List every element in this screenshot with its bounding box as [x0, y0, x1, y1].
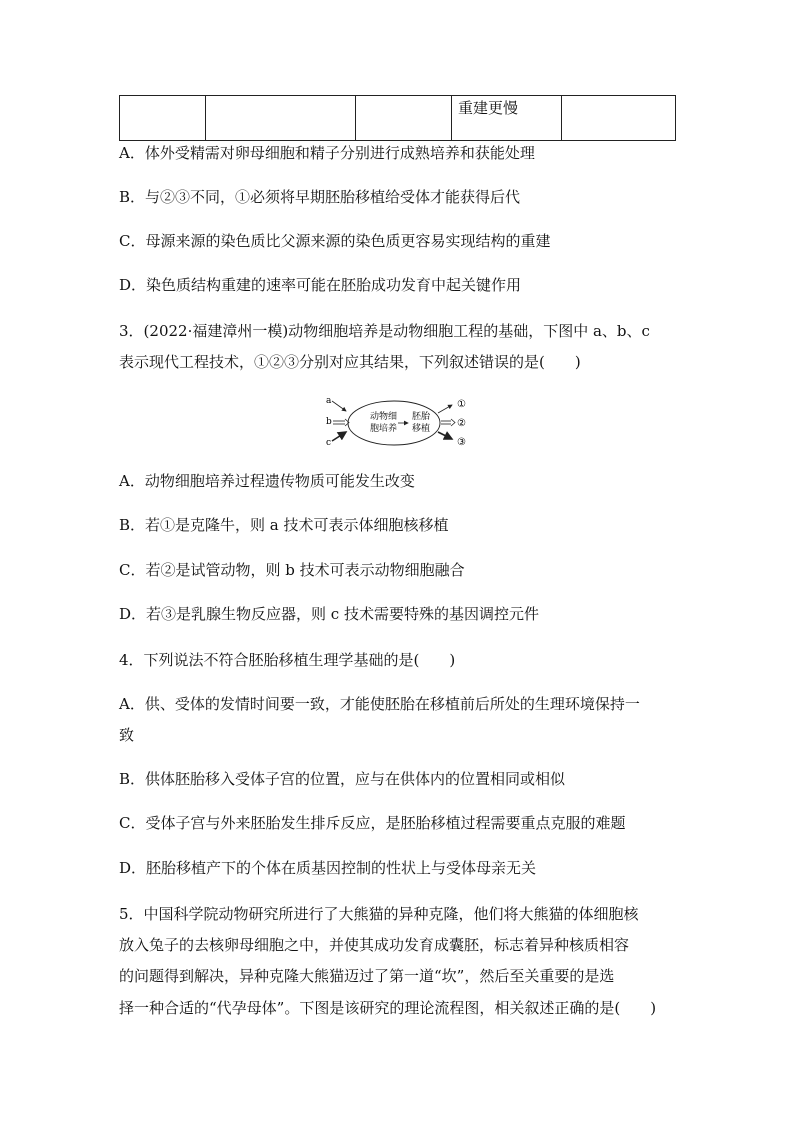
- continuation-table: [119, 95, 676, 141]
- table-cell: [206, 96, 356, 141]
- input-a-label: a: [326, 396, 332, 406]
- box1-line1: 动物细: [370, 412, 398, 422]
- table-row: [120, 96, 676, 141]
- q4-stem: 4．下列说法不符合胚胎移植生理学基础的是( ): [119, 651, 456, 669]
- q5-stem-line4: 择一种合适的“代孕母体”。下图是该研究的理论流程图，相关叙述正确的是( ): [119, 999, 657, 1017]
- q5-stem-line3: 的问题得到解决，异种克隆大熊猫迈过了第一道“坎”，然后至关重要的是选: [119, 967, 615, 985]
- box1-line2: 胞培养: [370, 424, 398, 434]
- q3-option-b: B．若①是克隆牛，则 a 技术可表示体细胞核移植: [119, 516, 449, 534]
- arrow-out1: [438, 405, 452, 413]
- flow-diagram-svg: [320, 393, 480, 453]
- q2-option-c: C．母源来源的染色质比父源来源的染色质更容易实现结构的重建: [119, 232, 551, 250]
- output-1: ①: [457, 399, 466, 410]
- process-ellipse: [348, 401, 440, 445]
- q4-option-a-line1: A．供、受体的发情时间要一致，才能使胚胎在移植前后所处的生理环境保持一: [119, 695, 640, 713]
- q4-option-d: D．胚胎移植产下的个体在质基因控制的性状上与受体母亲无关: [119, 859, 537, 877]
- arrow-out3: [438, 432, 452, 439]
- box2-line1: 胚胎: [412, 412, 431, 422]
- q4-option-b: B．供体胚胎移入受体子宫的位置，应与在供体内的位置相同或相似: [119, 770, 566, 788]
- q4-option-a-line2: 致: [119, 726, 135, 744]
- arrow-a: [332, 401, 346, 411]
- q4-option-c: C．受体子宫与外来胚胎发生排斥反应，是胚胎移植过程需要重点克服的难题: [119, 814, 626, 832]
- arrow-out2-head: [451, 419, 455, 426]
- output-2: ②: [457, 418, 466, 429]
- output-3: ③: [457, 437, 466, 448]
- box2-line2: 移植: [412, 424, 431, 434]
- table-cell: [120, 96, 206, 141]
- q3-stem-line1: 3．(2022·福建漳州一模)动物细胞培养是动物细胞工程的基础，下图中 a、b、c: [119, 322, 650, 340]
- q3-flow-diagram: [320, 393, 480, 453]
- input-b-label: b: [326, 417, 332, 427]
- q2-option-d: D．染色质结构重建的速率可能在胚胎成功发育中起关键作用: [119, 276, 522, 294]
- table-cell: 重建更慢: [452, 96, 562, 141]
- q3-option-d: D．若③是乳腺生物反应器，则 c 技术需要特殊的基因调控元件: [119, 605, 539, 623]
- table-cell: [562, 96, 676, 141]
- q2-option-a: A．体外受精需对卵母细胞和精子分别进行成熟培养和获能处理: [119, 144, 535, 162]
- q3-stem-line2: 表示现代工程技术，①②③分别对应其结果，下列叙述错误的是( ): [119, 353, 581, 371]
- q3-option-c: C．若②是试管动物，则 b 技术可表示动物细胞融合: [119, 561, 465, 579]
- table-cell: [356, 96, 452, 141]
- q5-stem-line2: 放入兔子的去核卵母细胞之中，并使其成功发育成囊胚，标志着异种核质相容: [119, 936, 630, 954]
- arrow-c: [332, 432, 346, 441]
- input-c-label: c: [326, 438, 332, 448]
- q3-option-a: A．动物细胞培养过程遗传物质可能发生改变: [119, 472, 415, 490]
- q2-option-b: B．与②③不同，①必须将早期胚胎移植给受体才能获得后代: [119, 188, 521, 206]
- q5-stem-line1: 5．中国科学院动物研究所进行了大熊猫的异种克隆，他们将大熊猫的体细胞核: [119, 905, 639, 923]
